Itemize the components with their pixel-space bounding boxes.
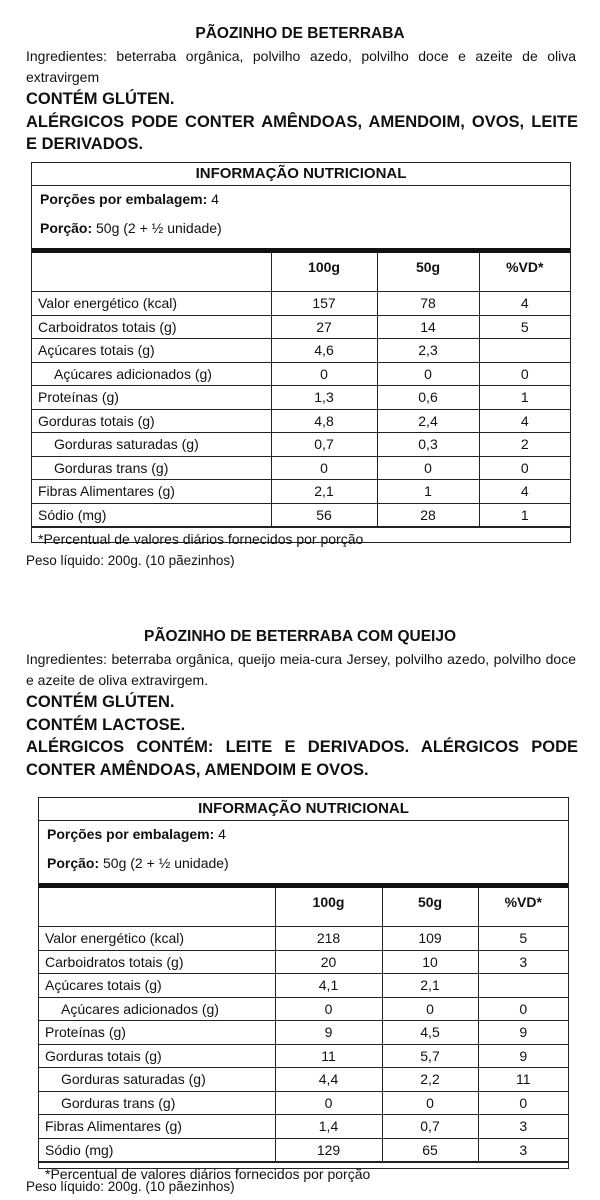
nutrient-label: Valor energético (kcal) [39,927,275,951]
nutrient-value: 10 [382,950,478,974]
nutrient-label: Sódio (mg) [32,503,271,527]
nutrition-rows [32,253,570,527]
table-row [32,480,570,504]
portions-block [32,186,570,253]
nutrient-value: 65 [382,1138,478,1162]
nutrient-label: Açúcares totais (g) [39,974,275,998]
nutrient-value: 0 [377,362,479,386]
portions-per-package-label: Porções por embalagem: [40,191,208,207]
table-row [32,456,570,480]
nutrient-value: 0 [377,456,479,480]
nutrient-value: 0,7 [382,1115,478,1139]
nutrient-value: 4 [479,409,570,433]
table-row [39,1068,568,1092]
nutrient-value: 1 [377,480,479,504]
nutrient-value: 4,4 [275,1068,382,1092]
nutrient-value: 3 [478,1115,568,1139]
nutrient-value: 0,3 [377,433,479,457]
column-header: 100g [271,253,377,292]
nutrient-value: 0,7 [271,433,377,457]
table-row [39,1021,568,1045]
table-row [39,1115,568,1139]
nutrient-value: 0 [382,1091,478,1115]
nutrient-label: Açúcares adicionados (g) [39,997,275,1021]
nutrient-value: 3 [478,1138,568,1162]
column-header: %VD* [479,253,570,292]
portion-size-value: 50g (2 + ½ unidade) [99,855,229,871]
product-beterraba [0,0,600,568]
nutrient-label: Açúcares adicionados (g) [32,362,271,386]
net-weight: Peso líquido: 200g. (10 pãezinhos) [26,553,235,568]
nutrient-value: 157 [271,292,377,316]
nutrient-value: 129 [275,1138,382,1162]
nutrient-value: 1,4 [275,1115,382,1139]
nutrient-label: Gorduras trans (g) [32,456,271,480]
nutrient-label: Fibras Alimentares (g) [32,480,271,504]
column-header: %VD* [478,888,568,927]
net-weight: Peso líquido: 200g. (10 pãezinhos) [26,1179,235,1194]
nutrient-value: 1 [479,386,570,410]
portion-size-label: Porção: [40,220,93,236]
nutrient-value: 5 [478,927,568,951]
nutrient-value: 2,4 [377,409,479,433]
table-row [39,1044,568,1068]
portion-size-value: 50g (2 + ½ unidade) [92,220,222,236]
ingredients-text: Ingredientes: beterraba orgânica, polvilho azedo, polvilho doce e azeite de oliva extravirgem [26,48,576,85]
nutrient-value: 11 [275,1044,382,1068]
nutrient-value: 11 [478,1068,568,1092]
nutrient-value: 2,2 [382,1068,478,1092]
nutrient-value: 5,7 [382,1044,478,1068]
nutrient-value: 9 [275,1021,382,1045]
nutrient-value: 2,1 [382,974,478,998]
table-row [32,386,570,410]
table-row [32,315,570,339]
table-row [39,1091,568,1115]
nutrient-value: 0 [275,1091,382,1115]
nutrition-values-table [32,253,570,527]
column-header: 50g [377,253,479,292]
nutrient-value: 4 [479,292,570,316]
column-header: 100g [275,888,382,927]
nutrient-label: Sódio (mg) [39,1138,275,1162]
product-beterraba-com-queijo [0,622,600,1194]
nutrient-value: 218 [275,927,382,951]
nutrient-value: 0 [478,1091,568,1115]
nutrient-value: 4,6 [271,339,377,363]
table-header-row [39,888,568,927]
nutrient-value: 4,5 [382,1021,478,1045]
portions-per-package [47,826,226,842]
nutrient-value: 2 [479,433,570,457]
nutrient-value: 1 [479,503,570,527]
nutrition-footnote: *Percentual de valores diários fornecidos por porção [32,527,570,550]
nutrient-value: 0 [382,997,478,1021]
nutrient-value: 56 [271,503,377,527]
nutrient-value: 9 [478,1044,568,1068]
nutrient-value: 0,6 [377,386,479,410]
gluten-warning: CONTÉM GLÚTEN. [26,693,175,711]
nutrient-value [478,974,568,998]
nutrient-value: 1,3 [271,386,377,410]
nutrition-values-table [39,888,568,1162]
nutrient-label: Gorduras totais (g) [39,1044,275,1068]
portion-size-label: Porção: [47,855,100,871]
column-header [32,253,271,292]
nutrient-value: 4 [479,480,570,504]
nutrition-table-title: INFORMAÇÃO NUTRICIONAL [32,163,570,186]
portions-block [39,821,568,888]
nutrient-label: Fibras Alimentares (g) [39,1115,275,1139]
nutrient-value: 0 [479,456,570,480]
nutrient-value: 0 [479,362,570,386]
nutrient-value: 4,8 [271,409,377,433]
table-row [32,339,570,363]
nutrient-label: Valor energético (kcal) [32,292,271,316]
table-row [39,997,568,1021]
portions-per-package-label: Porções por embalagem: [47,826,215,842]
nutrient-label: Gorduras totais (g) [32,409,271,433]
column-header: 50g [382,888,478,927]
nutrient-value: 3 [478,950,568,974]
nutrient-label: Açúcares totais (g) [32,339,271,363]
nutrient-value: 0 [271,456,377,480]
portions-per-package-value: 4 [207,191,219,207]
table-row [32,433,570,457]
nutrient-label: Proteínas (g) [39,1021,275,1045]
nutrient-label: Carboidratos totais (g) [32,315,271,339]
nutrient-label: Gorduras saturadas (g) [39,1068,275,1092]
nutrient-label: Carboidratos totais (g) [39,950,275,974]
nutrient-value: 2,1 [271,480,377,504]
portions-per-package-value: 4 [214,826,226,842]
nutrient-value: 109 [382,927,478,951]
nutrient-value: 0 [275,997,382,1021]
column-header [39,888,275,927]
nutrient-value: 27 [271,315,377,339]
table-row [32,409,570,433]
table-row [32,362,570,386]
product-title: PÃOZINHO DE BETERRABA [195,25,405,42]
table-row [39,950,568,974]
nutrient-value: 9 [478,1021,568,1045]
nutrient-value: 14 [377,315,479,339]
nutrition-table [38,797,569,1182]
nutrient-value: 28 [377,503,479,527]
nutrition-footnote: *Percentual de valores diários fornecidos por porção [39,1162,568,1185]
nutrient-value: 20 [275,950,382,974]
nutrient-value: 0 [478,997,568,1021]
nutrient-value: 2,3 [377,339,479,363]
nutrient-value: 4,1 [275,974,382,998]
table-row [32,292,570,316]
nutrient-label: Gorduras trans (g) [39,1091,275,1115]
table-row [32,503,570,527]
nutrition-rows [39,888,568,1162]
allergen-warning: ALÉRGICOS CONTÉM: LEITE E DERIVADOS. ALÉRGICOS PODE CONTER AMÊNDOAS, AMENDOIM E OVOS. [26,738,578,779]
table-row [39,974,568,998]
nutrient-value: 5 [479,315,570,339]
nutrition-table-title: INFORMAÇÃO NUTRICIONAL [39,798,568,821]
portions-per-package [40,191,219,207]
lactose-warning: CONTÉM LACTOSE. [26,715,186,734]
gluten-warning: CONTÉM GLÚTEN. [26,90,175,108]
allergen-warning: ALÉRGICOS PODE CONTER AMÊNDOAS, AMENDOIM, OVOS, LEITE E DERIVADOS. [26,112,578,153]
table-header-row [32,253,570,292]
portion-size [47,855,229,871]
nutrient-label: Gorduras saturadas (g) [32,433,271,457]
nutrient-value: 0 [271,362,377,386]
table-row [39,927,568,951]
nutrient-value: 78 [377,292,479,316]
nutrition-table [31,162,571,547]
table-row [39,1138,568,1162]
product-title: PÃOZINHO DE BETERRABA COM QUEIJO [143,628,457,645]
ingredients-text: Ingredientes: beterraba orgânica, queijo meia-cura Jersey, polvilho azedo, polvilho doce e azeite de oliva extravirgem. [26,651,576,688]
nutrient-value [479,339,570,363]
portion-size [40,220,222,236]
nutrient-label: Proteínas (g) [32,386,271,410]
